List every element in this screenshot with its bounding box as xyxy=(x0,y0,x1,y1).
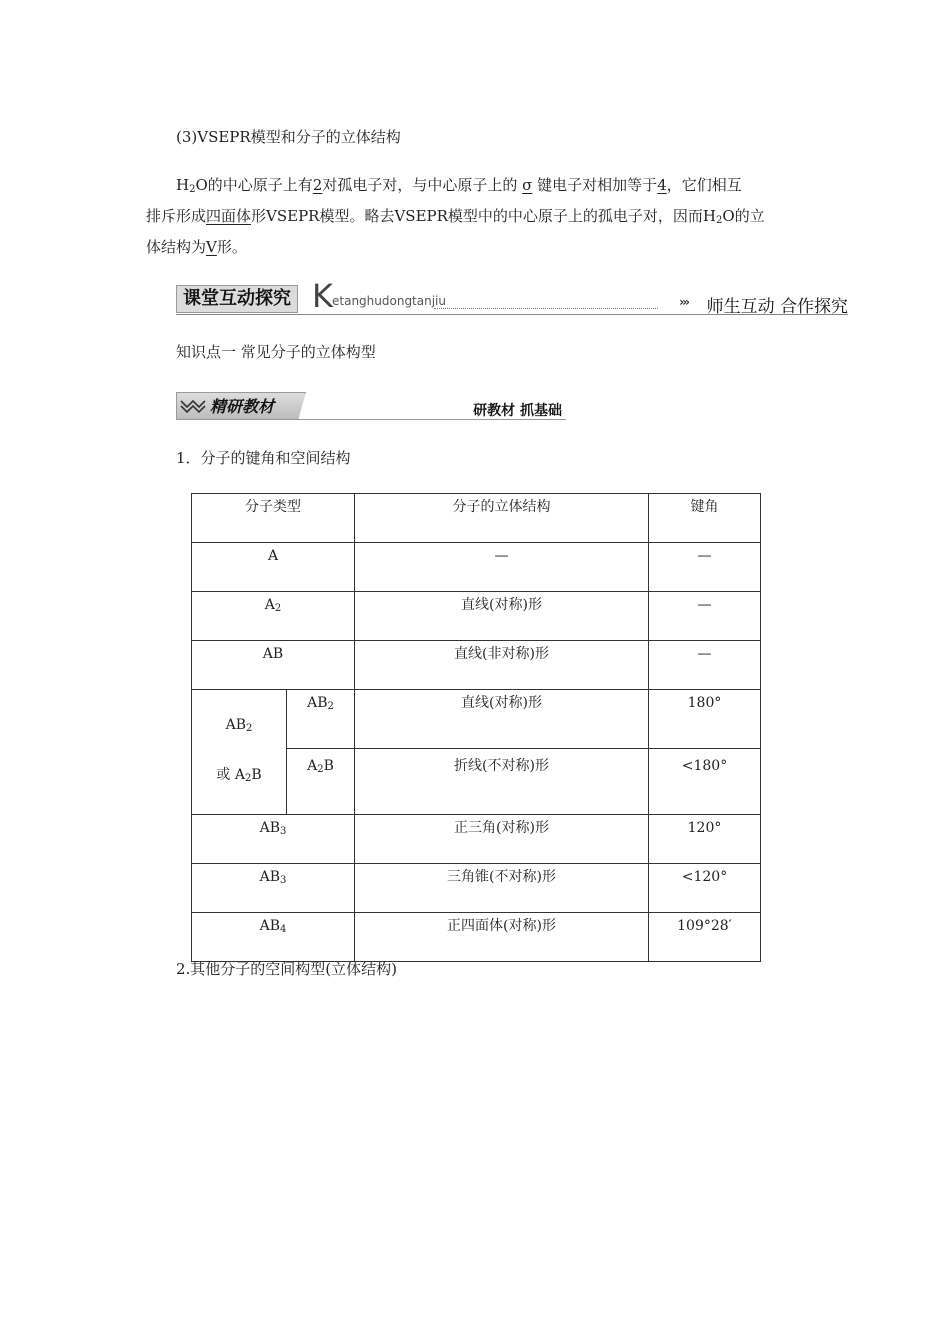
h2o-paragraph-line1: $H_2O$的中心原子上有2对孤电子对，与中心原子上的 σ 键电子对相加等于4，它们相互 xyxy=(176,176,742,195)
table-row: $A_2B$ 折线(不对称)形 <180° xyxy=(192,749,761,815)
banner-arrows-icon: ››› xyxy=(679,295,688,309)
h2o-paragraph-line2: 排斥形成四面体形VSEPR模型。略去VSEPR模型中的中心原子上的孤电子对，因而$H_2O$的立 xyxy=(146,207,765,226)
header-bond-angle: 键角 xyxy=(649,494,761,543)
para3-heading: (3)VSEPR模型和分子的立体结构 xyxy=(176,128,401,146)
banner-k-letter: K xyxy=(312,277,333,315)
sum-answer: 4 xyxy=(657,176,667,194)
double-wave-icon xyxy=(180,398,206,414)
table-row: $A_2$ 直线(对称)形 — xyxy=(192,592,761,641)
table-row: $AB_4$ 正四面体(对称)形 109°28′ xyxy=(192,913,761,962)
table-row: A — — xyxy=(192,543,761,592)
header-structure: 分子的立体结构 xyxy=(355,494,649,543)
table-row: $AB_2$ 或 $A_2B$ $AB_2$ 直线(对称)形 180° xyxy=(192,690,761,749)
banner-title: 课堂互动探究 xyxy=(176,285,298,313)
table-row: $AB_3$ 三角锥(不对称)形 <120° xyxy=(192,864,761,913)
shape-answer: 四面体 xyxy=(206,207,252,225)
study-banner-subtitle: 研教材 抓基础 xyxy=(473,403,562,419)
lone-pairs-answer: 2 xyxy=(312,176,323,194)
section1-heading: 1．分子的键角和空间结构 xyxy=(176,449,351,467)
section2-heading: 2.其他分子的空间构型(立体结构) xyxy=(176,960,398,978)
section-banner xyxy=(176,277,848,318)
sigma-answer: σ xyxy=(522,176,533,194)
merged-type-cell: $AB_2$ 或 $A_2B$ xyxy=(192,690,287,815)
banner-subtitle: 师生互动 合作探究 xyxy=(706,297,848,317)
table-row: $AB_3$ 正三角(对称)形 120° xyxy=(192,815,761,864)
header-molecule-type: 分子类型 xyxy=(192,494,355,543)
study-banner xyxy=(176,392,566,420)
h2o-paragraph-line3: 体结构为V形。 xyxy=(146,238,247,256)
bond-angle-table xyxy=(191,493,761,962)
table-row: AB 直线(非对称)形 — xyxy=(192,641,761,690)
knowledge-point-heading: 知识点一 常见分子的立体构型 xyxy=(176,343,376,361)
banner-pinyin: etanghudongtanjiu xyxy=(332,294,446,308)
v-answer: V xyxy=(206,238,217,256)
study-banner-title: 精研教材 xyxy=(210,397,275,416)
table-header-row xyxy=(192,494,761,543)
